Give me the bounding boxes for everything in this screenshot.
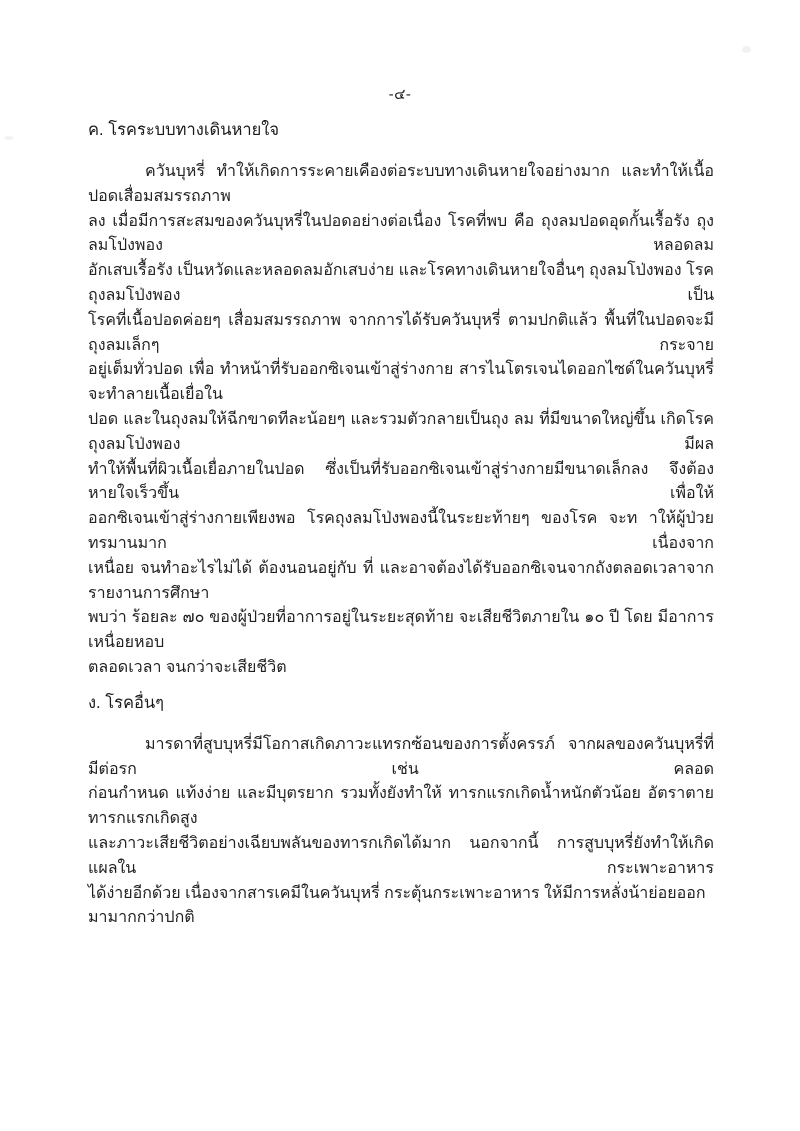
text-line: โรคที่เนื้อปอดค่อยๆ เสื่อมสมรรถภาพ จากการได้รับควันบุหรี่ ตามปกติแล้ว พื้นที่ในปอดจะมีถุงลมเล็กๆ กระจาย bbox=[88, 311, 714, 354]
text-line: ออกซิเจนเข้าสู่ร่างกายเพียงพอ โรคถุงลมโป่งพองนี้ในระยะท้ายๆ ของโรค จะท าให้ผู้ป่วยทรมานมาก เนื่องจาก bbox=[88, 510, 714, 552]
text-line: และภาวะเสียชีวิตอย่างเฉียบพลันของทารกเกิดได้มาก นอกจากนี้ การสูบบุหรี่ยังทำให้เกิดแผลใน กระเพาะอาหาร bbox=[88, 834, 714, 877]
scan-artifact bbox=[4, 136, 14, 140]
section-respiratory-diseases bbox=[88, 118, 714, 681]
text-line: ลง เมื่อมีการสะสมของควันบุหรี่ในปอดอย่างต่อเนื่อง โรคที่พบ คือ ถุงลมปอดอุดกั้นเรื้อรัง ถุงลมโป่งพอง หลอดลม bbox=[88, 212, 714, 255]
text-line: ควันบุหรี่ ทำให้เกิดการระคายเคืองต่อระบบทางเดินหายใจอย่างมาก และทำให้เนื้อปอดเสื่อมสมรรถภาพ bbox=[88, 163, 714, 205]
text-line: ปอด และในถุงลมให้ฉีกขาดทีละน้อยๆ และรวมตัวกลายเป็นถุง ลม ที่มีขนาดใหญ่ขึ้น เกิดโรคถุงลมโป่งพอง มีผล bbox=[88, 410, 714, 453]
text-line: เหนื่อย จนทำอะไรไม่ได้ ต้องนอนอยู่กับ ที่ และอาจต้องได้รับออกซิเจนจากถังตลอดเวลาจากรายงานการศึกษา bbox=[88, 559, 714, 602]
text-line: มารดาที่สูบบุหรี่มีโอกาสเกิดภาวะแทรกซ้อนของการตั้งครรภ์ จากผลของควันบุหรี่ที่มีต่อรก เช่น คลอด bbox=[88, 735, 714, 778]
section-heading: ค. โรคระบบทางเดินหายใจ bbox=[88, 121, 280, 139]
text-line: อยู่เต็มทั่วปอด เพื่อ ทำหน้าที่รับออกซิเจนเข้าสู่ร่างกาย สารไนโตรเจนไดออกไซด์ในควันบุหรี่ จะทำลายเนื้อเยื่อใน bbox=[88, 361, 714, 404]
page-number: -๔- bbox=[388, 86, 412, 103]
section-heading: ง. โรคอื่นๆ bbox=[88, 693, 165, 712]
paragraph bbox=[88, 160, 714, 681]
text-line: ก่อนกำหนด แท้งง่าย และมีบุตรยาก รวมทั้งยังทำให้ ทารกแรกเกิดน้ำหนักตัวน้อย อัตราตายทารกแรกเกิดสูง bbox=[88, 785, 714, 828]
text-line: ทำให้พื้นที่ผิวเนื้อเยื่อภายในปอด ซึ่งเป็นที่รับออกซิเจนเข้าสู่ร่างกายมีขนาดเล็กลง จึงต้องหายใจเร็วขึ้น เพื่อให้ bbox=[88, 460, 714, 503]
document-body bbox=[88, 118, 714, 941]
scan-artifact bbox=[742, 46, 751, 53]
text-line: ตลอดเวลา จนกว่าจะเสียชีวิต bbox=[88, 658, 287, 676]
section-other-diseases bbox=[88, 691, 714, 931]
text-line: พบว่า ร้อยละ ๗๐ ของผู้ป่วยที่อาการอยู่ในระยะสุดท้าย จะเสียชีวิตภายใน ๑๐ ปี โดย มีอาการเหนื่อยหอบ bbox=[88, 609, 714, 652]
text-line: ได้ง่ายอีกด้วย เนื่องจากสารเคมีในควันบุหรี่ กระตุ้นกระเพาะอาหาร ให้มีการหลั่งน้าย่อยออกมามากกว่าปกติ bbox=[88, 884, 706, 927]
paragraph bbox=[88, 733, 714, 931]
text-line: อักเสบเรื้อรัง เป็นหวัดและหลอดลมอักเสบง่าย และโรคทางเดินหายใจอื่นๆ ถุงลมโป่งพอง โรคถุงลมโป่งพอง เป็น bbox=[88, 262, 714, 304]
